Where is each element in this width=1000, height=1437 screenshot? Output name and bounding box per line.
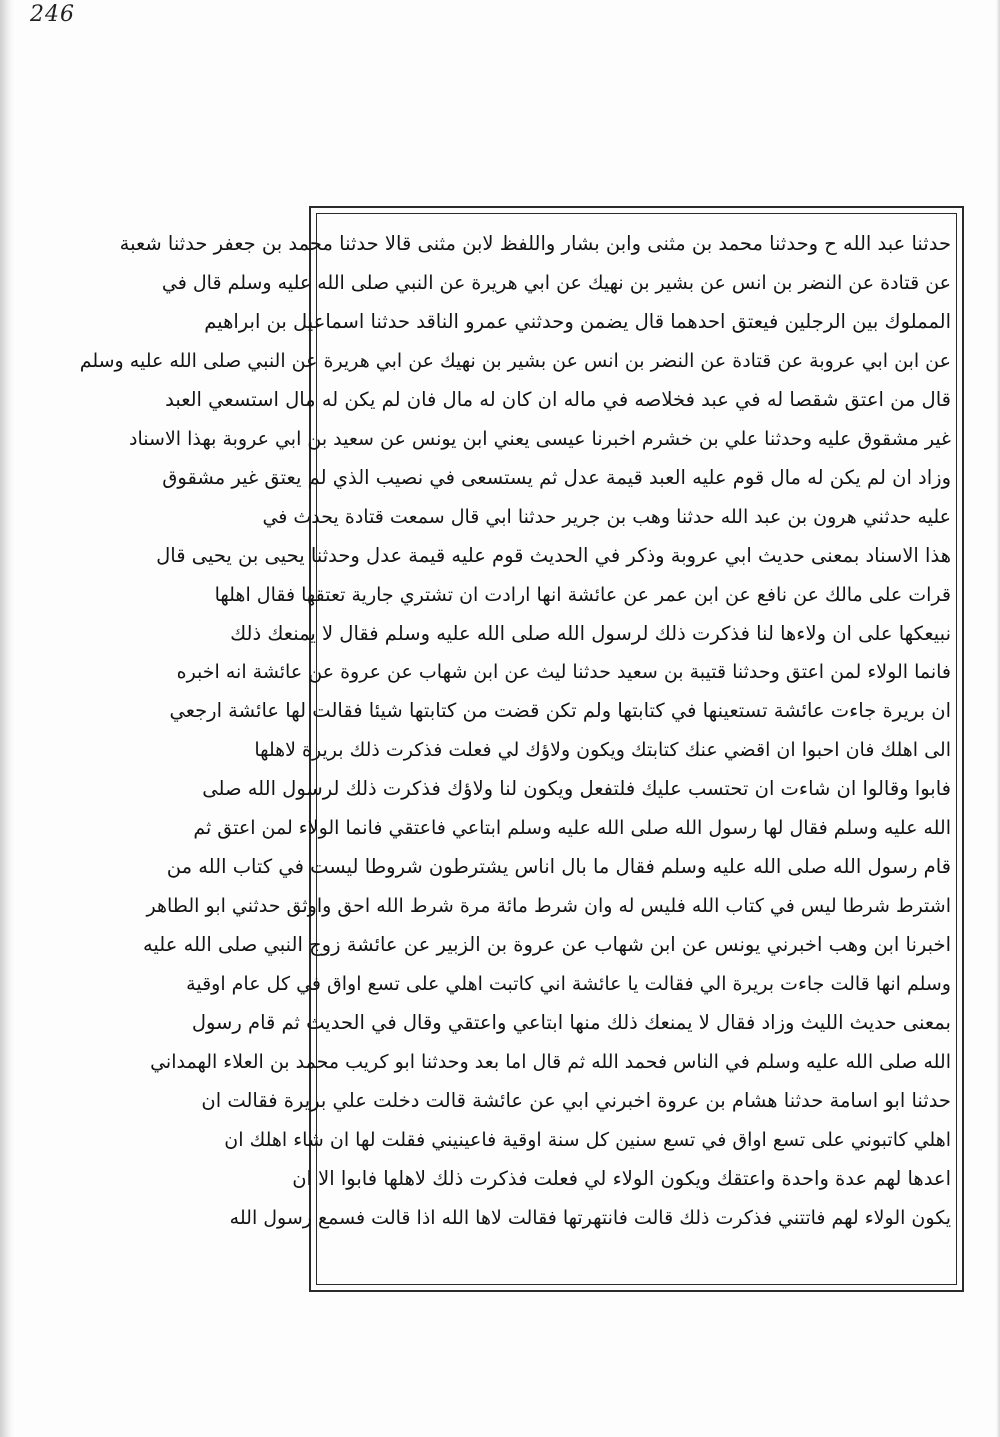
page-edge-shadow [996, 0, 1000, 1437]
text-line-10: قرات على مالك عن نافع عن ابن عمر عن عائشة انها ارادت ان تشتري جارية تعتقها فقال اهلها [214, 583, 951, 606]
text-line-17: قام رسول الله صلى الله عليه وسلم فقال ما بال اناس يشترطون شروطا ليست في كتاب الله من [166, 855, 951, 879]
text-line-21: بمعنى حديث الليث وزاد فقال لا يمنعك ذلك منها ابتاعي واعتقي وقال في الحديث ثم قام رسول [191, 1011, 951, 1035]
text-line-4: عن ابن ابي عروبة عن قتادة عن النضر بن انس عن بشير بن نهيك عن ابي هريرة عن النبي صلى الله عليه وسلم [79, 349, 951, 372]
text-line-25: اعدها لهم عدة واحدة واعتقك ويكون الولاء لي فعلت فذكرت ذلك لاهلها فابوا الا ان [292, 1166, 951, 1190]
folio-number: 246 [30, 2, 75, 27]
text-line-8: عليه حدثني هرون بن عبد الله حدثنا وهب بن جرير حدثنا ابي قال سمعت قتادة يحدث في [262, 505, 951, 528]
text-line-27 [320, 1238, 953, 1277]
text-line-7: وزاد ان لم يكن له مال قوم عليه العبد قيمة عدل ثم يستسعى في نصيب الذي لم يعتق غير مشقوق [162, 465, 951, 489]
binding-gutter-shadow [0, 0, 14, 1437]
text-line-20: وسلم انها قالت جاءت بريرة الي فقالت يا عائشة اني كاتبت اهلي على تسع اواق في كل عام اوقية [186, 973, 951, 996]
text-line-26: يكون الولاء لهم فاتتني فذكرت ذلك قالت فانتهرتها فقالت لاها الله اذا قالت فسمع رسول الله [229, 1206, 951, 1229]
text-line-6: غير مشقوق عليه وحدثنا علي بن خشرم اخبرنا عيسى يعني ابن يونس عن سعيد بن ابي عروبة بهذا الاسناد [129, 427, 951, 450]
text-line-3: المملوك بين الرجلين فيعتق احدهما قال يضمن وحدثني عمرو الناقد حدثنا اسماعيل بن ابراهيم [204, 309, 951, 333]
text-line-1: حدثنا عبد الله ح وحدثنا محمد بن مثنى وابن بشار واللفظ لابن مثنى قالا حدثنا محمد بن جعفر حدثنا شعبة [119, 232, 951, 255]
text-line-18: اشترط شرطا ليس في كتاب الله فليس له وان شرط مائة مرة شرط الله احق واوثق حدثني ابو الطاهر [146, 895, 951, 918]
text-line-22: الله صلى الله عليه وسلم في الناس فحمد الله ثم قال اما بعد وحدثنا ابو كريب محمد بن العلاء الهمداني [150, 1051, 951, 1074]
text-line-5: قال من اعتق شقصا له في عبد فخلاصه في ماله ان كان له مال فان لم يكن له مال استسعي العبد [165, 387, 951, 411]
text-line-19: اخبرنا ابن وهب اخبرني يونس عن ابن شهاب عن عروة بن الزبير عن عائشة زوج النبي صلى الله عليه [142, 933, 951, 957]
text-line-14: الى اهلك فان احبوا ان اقضي عنك كتابتك ويكون ولاؤك لي فعلت فذكرت ذلك بريرة لاهلها [254, 739, 951, 762]
text-line-16: الله عليه وسلم فقال لها رسول الله صلى الله عليه وسلم ابتاعي فاعتقي فانما الولاء لمن اعتق ثم [193, 817, 951, 840]
text-line-13: ان بريرة جاءت عائشة تستعينها في كتابتها ولم تكن قضت من كتابتها شيئا فقالت لها عائشة ارجعي [169, 699, 951, 723]
text-line-23: حدثنا ابو اسامة حدثنا هشام بن عروة اخبرني ابي عن عائشة قالت دخلت علي بريرة فقالت ان [201, 1088, 951, 1112]
text-line-12: فانما الولاء لمن اعتق وحدثنا قتيبة بن سعيد حدثنا ليث عن ابن شهاب عن عروة عن عائشة انه اخبره [176, 661, 951, 684]
manuscript-text-block [79, 225, 953, 1277]
text-line-9: هذا الاسناد بمعنى حديث ابي عروبة وذكر في الحديث قوم عليه قيمة عدل وحدثنا يحيى بن يحيى قال [156, 543, 951, 567]
text-line-24: اهلي كاتبوني على تسع اواق في تسع سنين كل سنة اوقية فاعينيني فقلت لها ان شاء اهلك ان [224, 1128, 951, 1151]
text-line-11: نبيعكها على ان ولاءها لنا فذكرت ذلك لرسول الله صلى الله عليه وسلم فقال لا يمنعك ذلك [230, 621, 951, 645]
text-line-2: عن قتادة عن النضر بن انس عن بشير بن نهيك عن ابي هريرة عن النبي صلى الله عليه وسلم قال في [161, 271, 951, 294]
text-line-15: فابوا وقالوا ان شاءت ان تحتسب عليك فلتفعل ويكون لنا ولاؤك فذكرت ذلك لرسول الله صلى [202, 777, 951, 801]
